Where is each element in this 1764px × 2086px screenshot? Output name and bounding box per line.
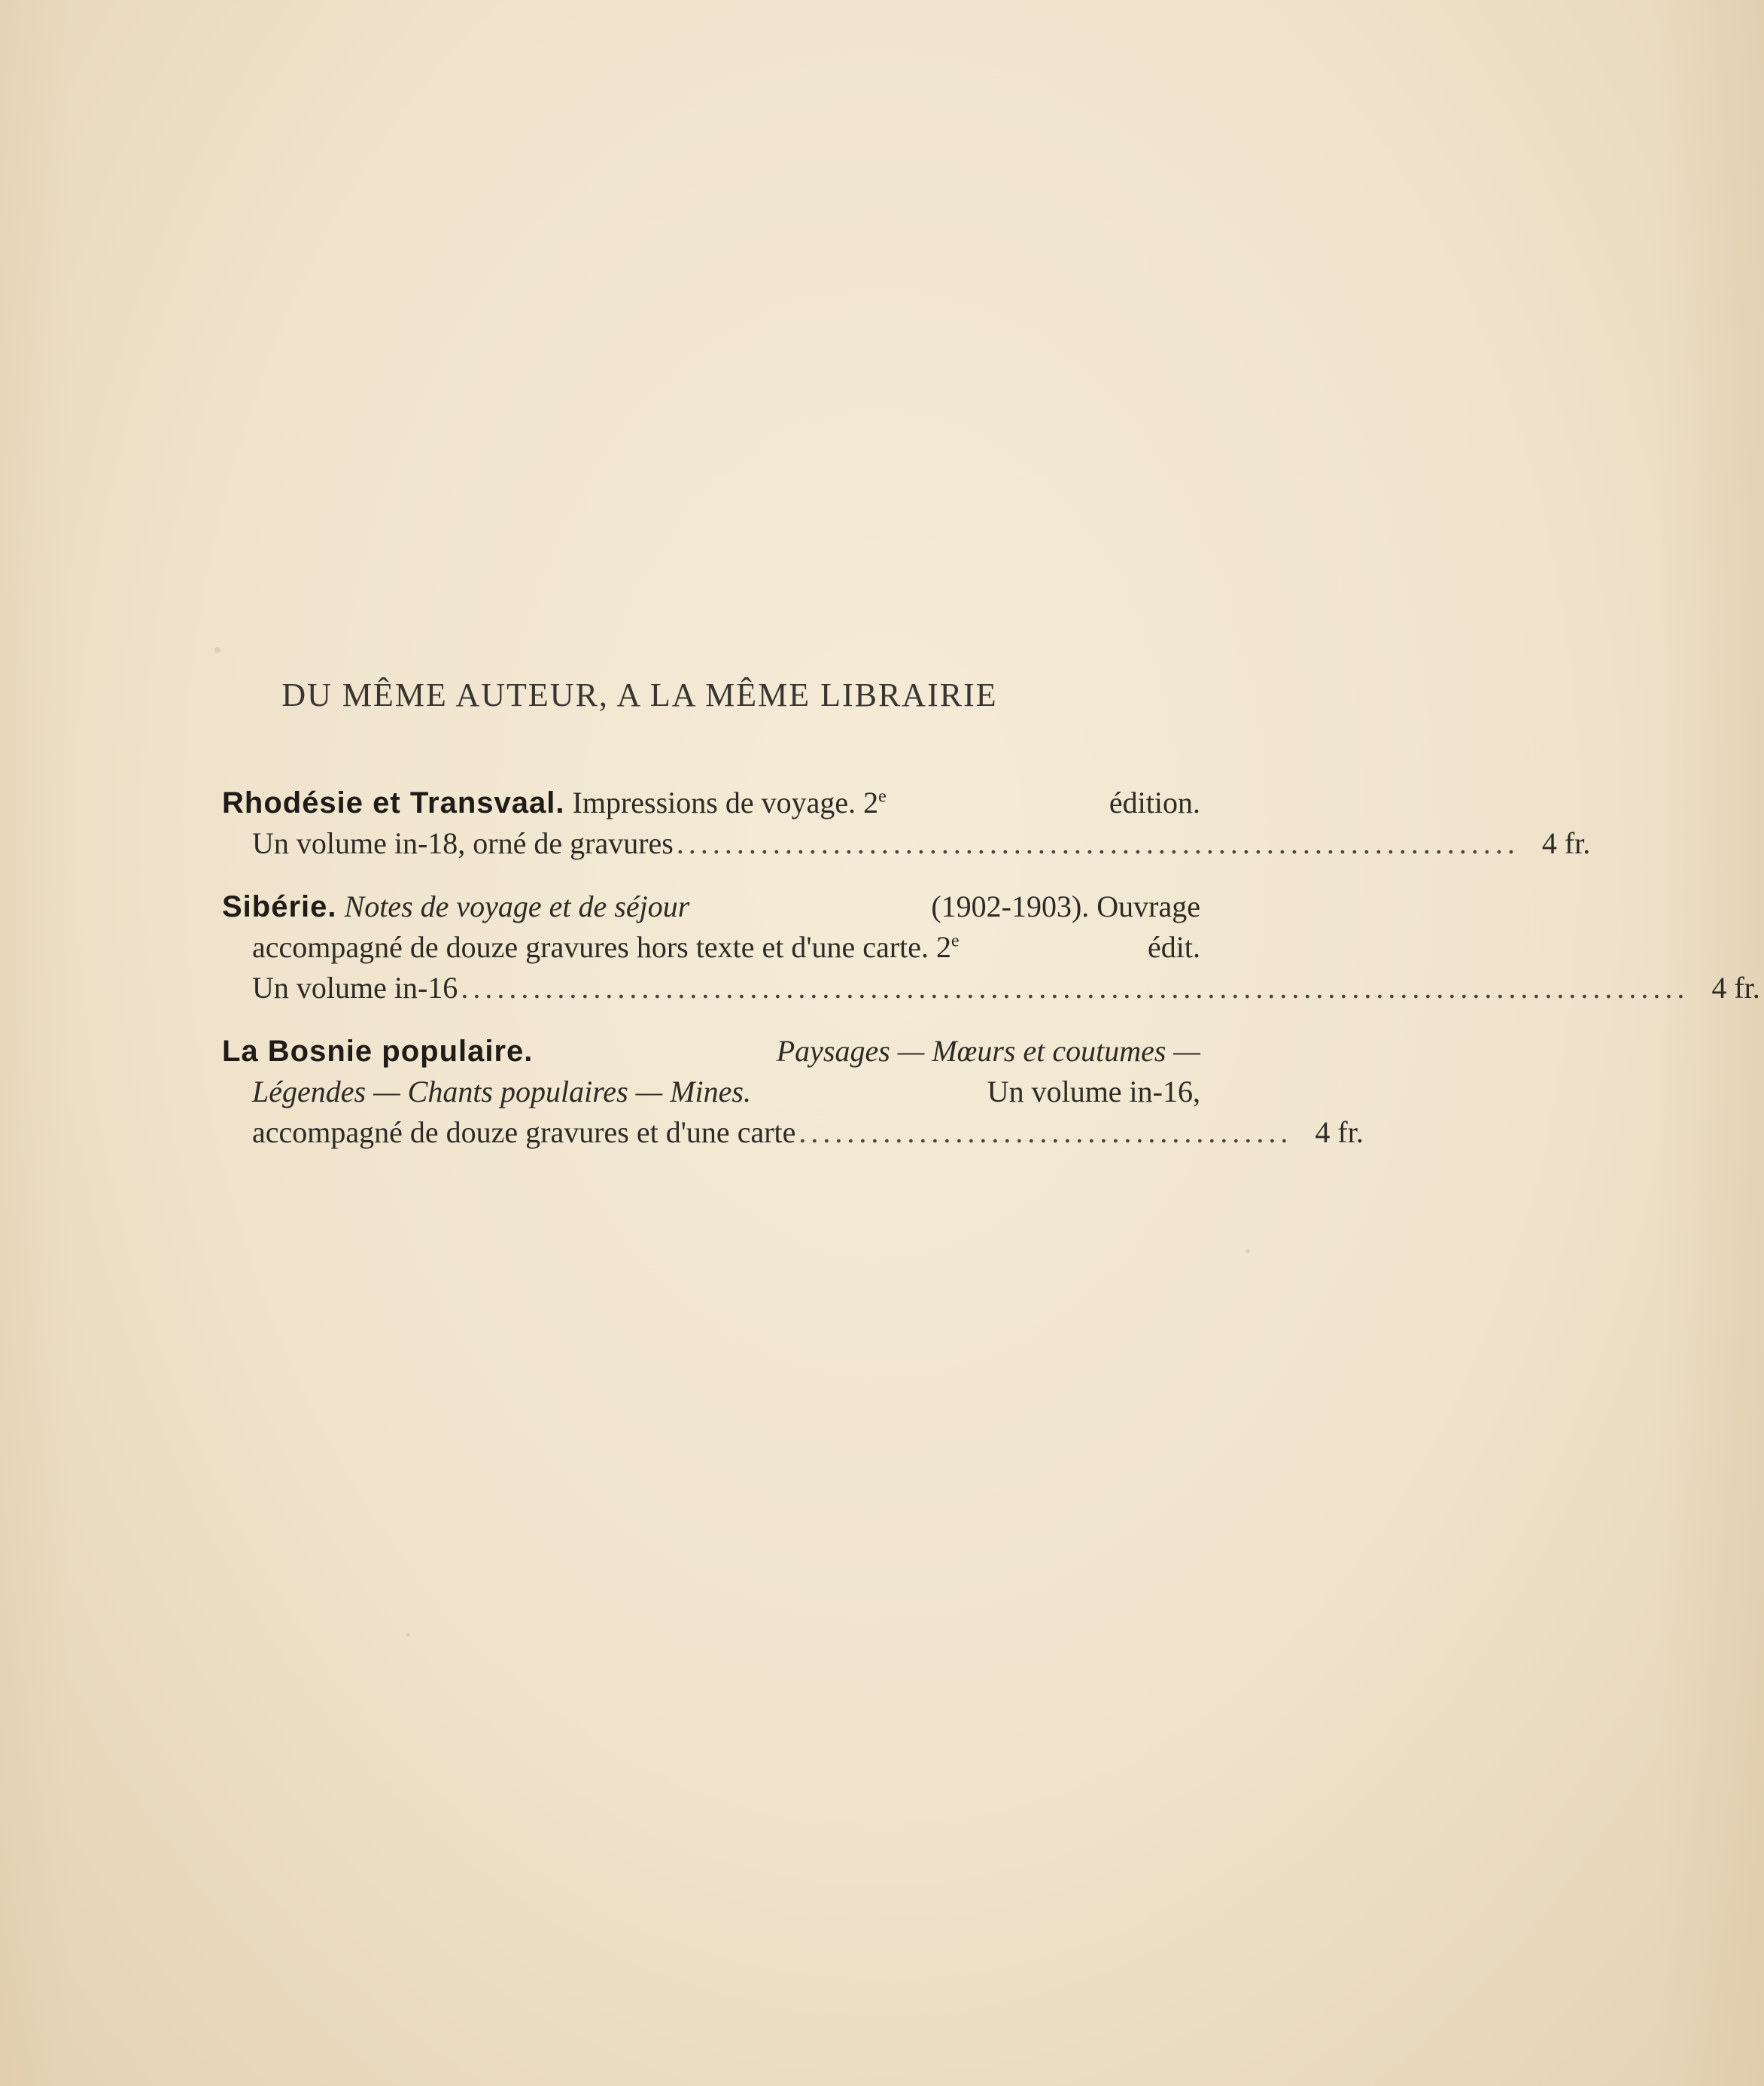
bibliography-entry xyxy=(222,1031,1364,1153)
bibliography-entry xyxy=(222,886,1760,1008)
entry-line xyxy=(222,1031,1200,1072)
entry-line xyxy=(222,927,1200,968)
price: 4 fr. xyxy=(1541,826,1591,860)
dot-leader: ...................................................................................................... xyxy=(461,971,1689,1005)
page-heading: DU MÊME AUTEUR, A LA MÊME LIBRAIRIE xyxy=(281,677,998,713)
entry-line xyxy=(222,1072,1200,1112)
entry-line xyxy=(222,886,1200,927)
price: 4 fr. xyxy=(1315,1115,1364,1149)
book-title: La Bosnie populaire. xyxy=(222,1035,534,1068)
entry-text: Un volume in-18, orné de gravures xyxy=(252,826,674,860)
price: 4 fr. xyxy=(1711,971,1760,1005)
entry-text: Un volume in-16, xyxy=(987,1075,1200,1108)
book-title: Sibérie. xyxy=(222,890,337,923)
book-title: Rhodésie et Transvaal. xyxy=(222,786,565,820)
entry-text: édit. xyxy=(1148,930,1200,964)
entry-text: Un volume in-16 xyxy=(252,971,458,1005)
entry-line xyxy=(222,783,1200,823)
bibliography-list xyxy=(222,783,1760,1175)
bibliography-entry xyxy=(222,783,1591,864)
foxing-spot xyxy=(1245,1249,1250,1254)
foxing-spot xyxy=(214,647,220,653)
entry-line xyxy=(222,1112,1364,1153)
entry-text: Impressions de voyage. 2 xyxy=(572,786,879,820)
entry-text: (1902-1903). Ouvrage xyxy=(931,889,1200,923)
dot-leader: ...................................................................... xyxy=(676,826,1519,860)
dot-leader: ......................................... xyxy=(798,1115,1293,1149)
entry-line xyxy=(222,823,1591,864)
entry-text: accompagné de douze gravures et d'une carte xyxy=(252,1115,796,1149)
foxing-spot xyxy=(406,1633,410,1637)
entry-text: accompagné de douze gravures hors texte et d'une carte. 2 xyxy=(252,930,952,964)
superscript: e xyxy=(951,931,960,951)
book-subtitle: Paysages — Mœurs et coutumes — xyxy=(776,1034,1200,1068)
entry-text: édition. xyxy=(1109,786,1200,820)
entry-line xyxy=(222,968,1760,1008)
book-subtitle: Notes de voyage et de séjour xyxy=(344,889,690,923)
superscript: e xyxy=(878,786,887,807)
book-subtitle: Légendes — Chants populaires — Mines. xyxy=(252,1075,751,1108)
